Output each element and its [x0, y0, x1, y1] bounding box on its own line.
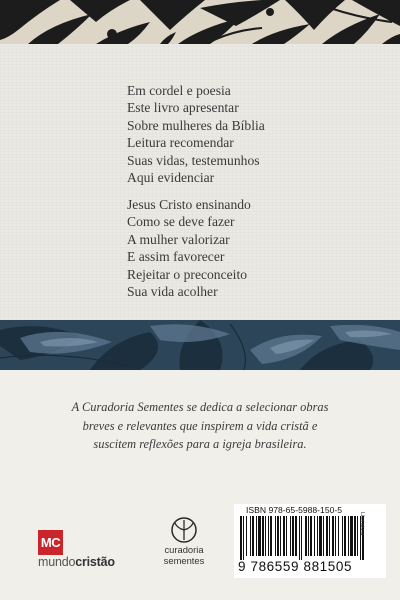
isbn-text: ISBN 978-65-5988-150-5 [246, 505, 343, 515]
curadoria-line: curadoria [164, 544, 204, 555]
barcode-bar [283, 516, 285, 556]
barcode-bar [338, 516, 339, 556]
seed-icon [170, 516, 198, 544]
barcode-bar [258, 516, 261, 556]
poem-line: E assim favorecer [127, 249, 225, 265]
mundo-cristao-logo [38, 530, 132, 570]
barcode-bar [290, 516, 291, 556]
barcode-bar [314, 516, 315, 556]
woodcut-pattern-band [0, 0, 400, 44]
plant-photo-band [0, 320, 400, 370]
curadoria-sementes-logo [160, 516, 216, 572]
poem-line: Leitura recomendar [127, 135, 234, 151]
barcode-bar [265, 516, 266, 556]
barcode-bar [277, 516, 279, 556]
barcode-bar [354, 516, 356, 556]
barcode-bar [329, 516, 330, 556]
poem-line: Suas vidas, testemunhos [127, 152, 260, 168]
plant-leaves-photo [0, 320, 400, 370]
barcode-digits: 9 786559 881505 [238, 559, 353, 574]
poem-stanza-1 [127, 82, 265, 186]
barcode-bar [250, 516, 251, 556]
poem-line: A mulher valorizar [127, 231, 230, 247]
poem-line: Rejeitar o preconceito [127, 266, 248, 282]
barcode-bar [252, 516, 254, 556]
sementes-line: sementes [163, 554, 205, 566]
publisher-blurb [10, 398, 390, 454]
barcode-bars [238, 516, 366, 560]
barcode-bar [326, 516, 328, 556]
barcode-bar [344, 516, 346, 556]
barcode-bar [275, 516, 276, 556]
barcode-bar [299, 516, 300, 560]
isbn-barcode [234, 504, 386, 578]
poem-line: Sua vida acolher [127, 284, 218, 300]
barcode-bar [270, 516, 272, 556]
barcode-bar [256, 516, 257, 556]
publisher-name-part1: mundo [38, 555, 76, 569]
blurb-line: breves e relevantes que inspirem a vida cristã e [82, 418, 318, 433]
blurb-line: suscitem reflexões para a igreja brasileira. [93, 437, 307, 451]
barcode-bar [268, 516, 269, 556]
category-label: Literatura [359, 512, 365, 536]
lower-panel [0, 370, 400, 600]
barcode-bar [323, 516, 324, 556]
barcode-bar [332, 516, 334, 556]
barcode-bar [308, 516, 309, 556]
poem-line: Jesus Cristo ensinando [127, 197, 251, 212]
poem-line: Aqui evidenciar [127, 170, 215, 186]
poem-line: Este livro apresentar [127, 100, 239, 116]
poem-line: Como se deve fazer [127, 214, 235, 230]
barcode-bar [348, 516, 349, 556]
poem-line: Sobre mulheres da Bíblia [127, 117, 265, 133]
barcode-bar [357, 516, 358, 556]
leaf-pattern-illustration [0, 0, 400, 44]
barcode-bar [295, 516, 297, 556]
curadoria-sementes-name [160, 545, 208, 566]
poem-panel [0, 44, 400, 320]
publisher-name-part2: cristão [75, 555, 115, 569]
barcode-bar [262, 516, 264, 556]
barcode-bar [335, 516, 336, 556]
barcode-bar [301, 516, 302, 560]
barcode-bar [240, 516, 242, 560]
barcode-bar [243, 516, 244, 560]
barcode-bar [280, 516, 281, 556]
blurb-line: A Curadoria Sementes se dedica a selecionar obras [71, 400, 329, 414]
barcode-bar [246, 516, 247, 556]
barcode-bar [292, 516, 294, 556]
poem-stanza-2 [127, 196, 251, 300]
barcode-bar [317, 516, 318, 556]
barcode-bar [286, 516, 287, 556]
mc-badge: MC [38, 530, 63, 555]
barcode-bar [319, 516, 322, 556]
barcode-bar [305, 516, 307, 556]
publisher-name [38, 555, 115, 569]
barcode-bar [310, 516, 312, 556]
barcode-bar [350, 516, 353, 556]
poem-line: Em cordel e poesia [127, 83, 231, 98]
barcode-bar [342, 516, 343, 556]
